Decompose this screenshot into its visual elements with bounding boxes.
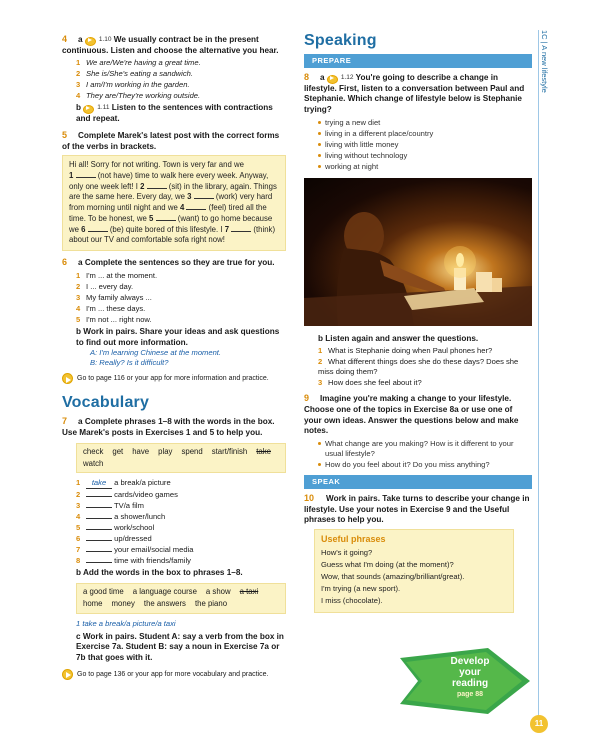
exercise-number: 7 [62, 416, 68, 427]
exercise-number: 6 [62, 257, 68, 268]
goto-link-116[interactable]: Go to page 116 or your app for more information and practice. [62, 373, 286, 384]
unit-tab-label: 1C | A new lifestyle [540, 30, 549, 93]
list-item: living without technology [318, 151, 532, 161]
list-item: 8 time with friends/family [76, 556, 191, 566]
instruction: You're going to describe a change in lifestyle. First, listen to a conversation between Paul and Stephanie. Which change of lifestyle below is Stephanie trying? [304, 73, 525, 114]
list-item: What change are you making? How is it different to your usual lifestyle? [318, 439, 532, 459]
page-number: 11 [530, 715, 548, 733]
phrase: Guess what I'm doing (at the moment)? [321, 559, 454, 569]
list-item: 2 cards/video games [76, 490, 178, 500]
exercise-7: 7 a Complete phrases 1–8 with the words in the box. Use Marek's posts in Exercises 1 and 5 to help you. check get have play spend start/finish take watch 1 take a break/a picture 2 cards/video games 3 TV/a film 4 a shower/lunch 5 work/school 6 up/dressed 7 your email/social media 8 time with friends/family b Add the words in the box to phrases 1–8. a good time a language course a show a taxi home money the answers the piano 1 take a break/a picture/a taxi c Work in pairs. Student A: say a verb from the box in Exercise 7a. Student B: say a noun in Exercise 7a or 7b that goes with it. [62, 416, 286, 663]
list-item: 1 What is Stephanie doing when Paul phones her? [318, 346, 493, 356]
list-item: 3 My family always ... [76, 292, 152, 302]
audio-track[interactable] [85, 35, 112, 45]
useful-phrases-title: Useful phrases [321, 534, 386, 545]
instruction: Imagine you're making a change to your lifestyle. Choose one of the topics in Exercise 8a or use one of your own ideas. Answer the questions below and make notes. [304, 394, 519, 436]
vocabulary-heading: Vocabulary [62, 394, 150, 412]
answer-gap[interactable] [186, 203, 206, 210]
develop-line: Develop [450, 656, 490, 667]
list-item: working at night [318, 162, 532, 172]
exercise-5 [62, 130, 286, 251]
instruction: We usually contract be in the present continuous. Listen and choose the alternative you hear. [62, 35, 279, 55]
answer-gap[interactable] [156, 214, 176, 221]
sub-label: b [76, 103, 82, 113]
list-item: 4 a shower/lunch [76, 512, 166, 522]
useful-phrases-box [314, 529, 514, 613]
list-item: 7 your email/social media [76, 545, 194, 555]
list-item: 3 TV/a film [76, 501, 144, 511]
instruction: Work in pairs. Take turns to describe your change in lifestyle. Use your notes in Exercise 9 and the Useful phrases to help you. [304, 494, 530, 525]
lifestyle-options [318, 118, 532, 172]
exercise-10 [304, 493, 532, 613]
example-answer: 1 take a break/a picture/a taxi [76, 618, 176, 628]
photo-illustration [304, 178, 532, 326]
list-item: 2 I ... every day. [76, 281, 134, 291]
list-item: living with little money [318, 140, 532, 150]
sub-label: a [78, 35, 83, 44]
phrase: Wow, that sounds (amazing/brilliant/great). [321, 571, 465, 581]
answer-gap[interactable] [88, 225, 108, 232]
exercise-4 [62, 34, 286, 125]
word-box-7a: check get have play spend start/finish take watch [76, 443, 286, 474]
audio-track[interactable]: 1.12 [327, 73, 354, 83]
speaking-heading: Speaking [304, 32, 377, 49]
item-list [76, 271, 286, 325]
answer-gap[interactable] [231, 225, 251, 232]
go-arrow-icon[interactable] [62, 669, 73, 680]
develop-reading-link[interactable] [400, 648, 530, 714]
exercise-number: 9 [304, 393, 310, 404]
track-number: 1.11 [97, 104, 110, 112]
exercise-6: 6 a Complete the sentences so they are true for you. 1 I'm ... at the moment. 2 I ... every day. 3 My family always ... 4 I'm ... these days. 5 I'm not ... right now. b Work in pairs. Share your ideas and ask questions to find out more information. A: I'm learning Chinese at the moment. B: Really? Is it difficult? [62, 257, 286, 368]
instruction: Complete phrases 1–8 with the words in the box. Use Marek's posts in Exercises 1 and 5 to help you. [62, 417, 275, 438]
list-item: 3 I am/I'm working in the garden. [76, 80, 190, 90]
list-item: How do you feel about it? Do you miss anything? [318, 460, 532, 470]
candlelight-photo [304, 178, 532, 326]
exercise-number: 8 [304, 72, 310, 82]
marek-post: Hi all! Sorry for not writing. Town is very far and we 1 (not have) time to walk here every week. Anyway, only one week left! I 2 (sit) in the library, again. Things are the same here. Every day, we 3 (work) very hard from morning until night and we 4 (feel) tired all the time. To be honest, we 5 (want) to go home because we 6 (be) quite bored of this lifestyle. I 7 (think) about our TV and comfortable sofa right now! [62, 155, 286, 251]
develop-page: page 88 [456, 691, 484, 698]
audio-icon[interactable] [83, 103, 95, 113]
list-item: living in a different place/country [318, 129, 532, 139]
phrase: How's it going? [321, 547, 373, 557]
unit-tab [538, 30, 550, 110]
phrase: I'm trying (a new sport). [321, 583, 401, 593]
side-rule [538, 30, 539, 720]
list-item: 4 They are/They're working outside. [76, 91, 201, 101]
go-arrow-icon[interactable] [62, 373, 73, 384]
audio-track[interactable] [83, 103, 109, 113]
exercise-9 [304, 393, 532, 470]
instruction: Listen to the sentences with contractions and repeat. [76, 103, 273, 124]
right-column [304, 30, 532, 618]
instruction: Work in pairs. Student A: say a verb from the box in Exercise 7a. Student B: say a noun in Exercise 7a or 7b that goes with it. [76, 631, 284, 663]
exercise-number: 10 [304, 493, 315, 504]
list-item: 2 What different things does she do these days? Does she miss doing them? [318, 357, 519, 377]
instruction: Listen again and answer the questions. [325, 333, 479, 343]
list-item: 1 We are/We're having a great time. [76, 58, 201, 68]
develop-line: your [459, 667, 481, 678]
question-bullets [318, 439, 532, 470]
instruction: Complete Marek's latest post with the correct forms of the verbs in brackets. [62, 130, 280, 151]
answer-gap[interactable] [76, 171, 96, 178]
exercise-number: 5 [62, 129, 68, 140]
answer-gap[interactable] [147, 182, 167, 189]
exercise-8: 8 a 1.12 You're going to describe a change in lifestyle. First, listen to a conversation between Paul and Stephanie. Which change of lifestyle below is Stephanie trying? trying a new diet living in a different place/country living with little money living without technology working at night b Listen again and answer the questions. 1 What is Stephanie doing when Paul phones her? 2 What different things does she do these days? Does she miss doing them? 3 How does she feel about it? [304, 72, 532, 388]
audio-icon[interactable] [85, 35, 97, 45]
phrase: I miss (chocolate). [321, 595, 383, 605]
phrase-list [76, 478, 286, 566]
prepare-band: PREPARE [304, 54, 532, 68]
instruction: Add the words in the box to phrases 1–8. [83, 568, 243, 578]
develop-line: reading [451, 678, 489, 689]
list-item: 1 I'm ... at the moment. [76, 270, 158, 280]
speak-band: SPEAK [304, 475, 532, 489]
goto-link-136[interactable]: Go to page 136 or your app for more vocabulary and practice. [62, 669, 286, 680]
list-item: 3 How does she feel about it? [318, 378, 422, 388]
instruction: Complete the sentences so they are true for you. [84, 258, 275, 268]
list-item: 5 I'm not ... right now. [76, 314, 152, 324]
question-list [318, 346, 532, 388]
track-number: 1.10 [98, 35, 112, 43]
list-item: 4 I'm ... these days. [76, 303, 146, 313]
left-column [62, 34, 286, 684]
answer-gap[interactable] [194, 192, 214, 199]
audio-icon[interactable] [327, 73, 339, 83]
list-item: 6 up/dressed [76, 534, 152, 544]
list-item: 2 She is/She's eating a sandwich. [76, 69, 193, 79]
list-item: 5 work/school [76, 523, 155, 533]
list-item: 1 take a break/a picture [76, 478, 286, 489]
word-box-7b: a good time a language course a show a taxi home money the answers the piano [76, 583, 286, 614]
instruction: Work in pairs. Share your ideas and ask questions to find out more information. [76, 327, 280, 347]
example-dialog: A: I'm learning Chinese at the moment. B: Really? Is it difficult? [90, 348, 222, 368]
list-item: trying a new diet [318, 118, 532, 128]
exercise-number: 4 [62, 34, 68, 44]
item-list [76, 58, 286, 101]
